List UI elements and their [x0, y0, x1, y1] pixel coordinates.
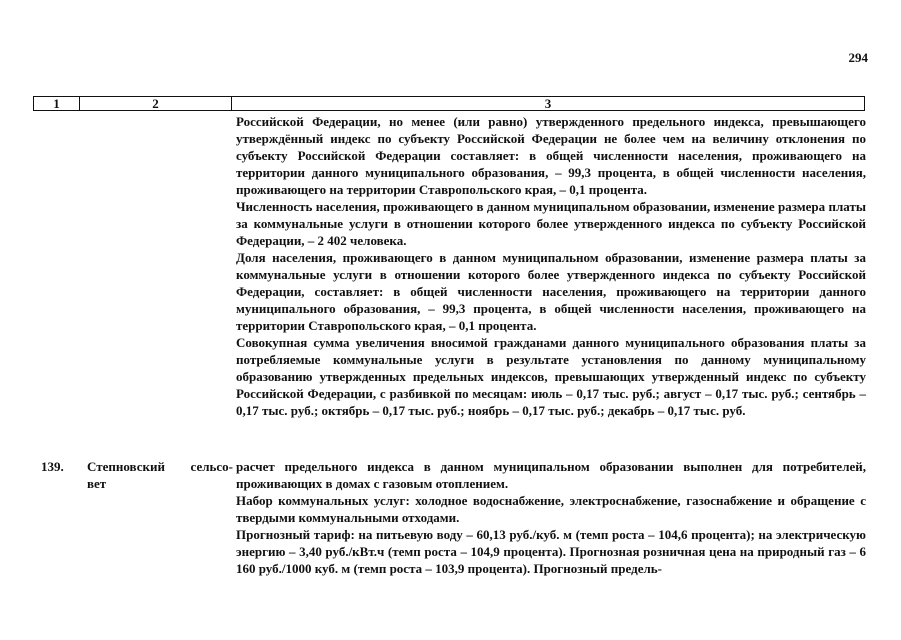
- municipality-name-line: вет: [87, 476, 107, 491]
- column-number-1: 1: [53, 96, 60, 111]
- paragraph: Численность населения, проживающего в данном муниципальном образовании, изменение размера платы за коммунальные услуги в отношении которого более утвержденного индекса по субъекту Российской Федерации, – 2 402 человека.: [236, 199, 866, 248]
- paragraph: Прогнозный тариф: на питьевую воду – 60,13 руб./куб. м (темп роста – 104,6 процента); на электрическую энергию – 3,40 руб./кВт.ч (темп роста – 104,9 процента). Прогнозная розничная цена на природный газ – 6 160 руб./1000 куб. м (темп роста – 103,9 процента). Прогнозный предель-: [236, 527, 866, 576]
- paragraph: расчет предельного индекса в данном муниципальном образовании выполнен для потребителей, проживающих в домах с газовым отоплением.: [236, 459, 866, 491]
- paragraph: Набор коммунальных услуг: холодное водоснабжение, электроснабжение, газоснабжение и обращение с твердыми коммунальными отходами.: [236, 493, 866, 525]
- paragraph: Доля населения, проживающего в данном муниципальном образовании, изменение размера платы за коммунальные услуги в отношении которого более утвержденного индекса по субъекту Российской Федерации, составляет: в общей численности населения, проживающего на территории данного муниципального образования, – 99,3 процента, в общей численности населения, проживающего на территории Ставропольского края, – 0,1 процента.: [236, 250, 866, 333]
- column-number-2: 2: [79, 97, 231, 110]
- row-139-text-cell: [236, 458, 866, 577]
- column-number-3: 3: [231, 97, 864, 110]
- table-column-header: [33, 96, 865, 111]
- paragraph: Совокупная сумма увеличения вносимой гражданами данного муниципального образования платы за потребляемые коммунальные услуги в результате установления по данному муниципальному образованию утвержденных предельных индексов, превышающих утвержденный индекс по субъекту Российской Федерации, с разбивкой по месяцам: июль – 0,17 тыс. руб.; август – 0,17 тыс. руб.; сентябрь – 0,17 тыс. руб.; октябрь – 0,17 тыс. руб.; ноябрь – 0,17 тыс. руб.; декабрь – 0,17 тыс. руб.: [236, 335, 866, 418]
- municipality-name: [87, 458, 233, 492]
- page-number: 294: [848, 50, 868, 65]
- continuation-text-cell: [236, 113, 866, 419]
- municipality-name-line: Степновский сельсо-: [87, 459, 233, 474]
- paragraph: Российской Федерации, но менее (или равно) утвержденного предельного индекса, превышающего утверждённый индекс по субъекту Российской Федерации не более чем на величину отклонения по субъекту Российской Федерации составляет: в общей численности населения, проживающего на территории данного муниципального образования, – 99,3 процента, в общей численности населения, проживающего на территории Ставропольского края, – 0,1 процента.: [236, 114, 866, 197]
- row-number: 139.: [41, 459, 64, 474]
